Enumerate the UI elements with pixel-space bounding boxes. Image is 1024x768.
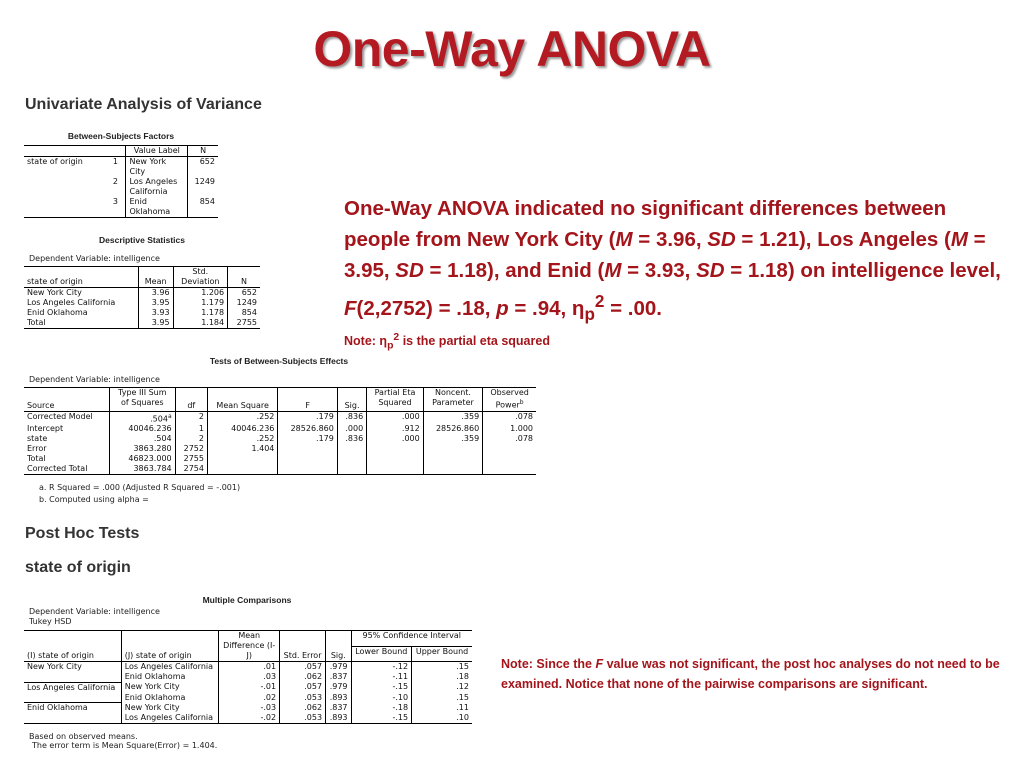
descriptives-dependent: Dependent Variable: intelligence: [29, 254, 160, 263]
table-row: Los Angeles California -.02 .053 .893 -.15 .10: [24, 713, 472, 724]
table-row: Intercept 40046.236 1 40046.236 28526.860 .000 .912 28526.860 1.000: [24, 424, 536, 434]
table-row: Los Angeles California New York City -.01 .057 .979 -.15 .12: [24, 682, 472, 693]
table-row: 3 Enid Oklahoma 854: [24, 197, 218, 218]
col-n: N: [188, 146, 218, 157]
multiple-dependent: Dependent Variable: intelligence: [29, 607, 160, 616]
state-heading: state of origin: [25, 559, 131, 576]
summary-text: One-Way ANOVA indicated no significant differences between people from New York City (M = 3.96, SD = 1.21), Los Angeles (M = 3.95, SD = 1.18), and Enid (M = 3.93, SD = 1.18) on intelligence level, F(2,2752) = .18, p = .94, $\eta_p^2 = .00$. Note: $\eta_p^2$ is the partial eta squared: [344, 193, 1014, 355]
multiple-method: Tukey HSD: [29, 617, 72, 626]
tests-footnote-a: a. R Squared = .000 (Adjusted R Squared = -.001): [39, 483, 241, 492]
col-value-label: Value Label: [126, 146, 188, 157]
between-factors-table: [24, 145, 218, 218]
table-row: 2 Los Angeles California 1249: [24, 177, 218, 197]
table-row: Corrected Total 3863.784 2754: [24, 464, 536, 475]
tests-caption: Tests of Between-Subjects Effects: [209, 356, 349, 366]
table-row: Enid Oklahoma New York City -.03 .062 .837 -.18 .11: [24, 703, 472, 714]
table-row: New York City Los Angeles California .01 .057 .979 -.12 .15: [24, 662, 472, 673]
descriptives-caption: Descriptive Statistics: [99, 235, 185, 245]
univariate-heading: Univariate Analysis of Variance: [25, 96, 262, 113]
table-row: Total 3.95 1.184 2755: [24, 318, 260, 329]
table-row: Enid Oklahoma .02 .053 .893 -.10 .15: [24, 693, 472, 703]
table-row: Enid Oklahoma .03 .062 .837 -.11 .18: [24, 672, 472, 682]
multiple-footnote-1: Based on observed means.: [29, 732, 138, 741]
table-row: New York City 3.96 1.206 652: [24, 288, 260, 299]
posthoc-note: Note: Since the F value was not significant, the post hoc analyses do not need to be examined. Notice that none of the pairwise comparisons are significant.: [501, 657, 1000, 691]
tests-dependent: Dependent Variable: intelligence: [29, 375, 160, 384]
table-row: Error 3863.280 2752 1.404: [24, 444, 536, 454]
posthoc-heading: Post Hoc Tests: [25, 525, 140, 542]
slide-title: One-Way ANOVA: [313, 21, 711, 77]
table-row: Corrected Model .504$^a$ 2 .252 .179 .836 .000 .359 .078: [24, 411, 536, 424]
descriptives-table: state of origin Mean Std. Deviation N New York City 3.96 1.206 652 Los Angeles California 3.95 1.179 1249 Enid Oklahoma 3.93 1.178 854 Total 3.95 1.184 2755: [24, 266, 260, 329]
tests-table: Source Type III Sum of Squares df Mean Square F Sig. Partial Eta Squared Noncent. Parameter Observed Power$^b$ Corrected Model .504$^a$ 2 .252 .179 .836 .000 .359 .078 Intercept 40046.236 1 40046.236 28526.860 .000 .912 28526.860 1.000 state .504 2 .252 .179 .836 .000 .359 .078 Error 3863.280 2752 1.404 Total 46823.000 2755 Corrected Total 3863.784 2754: [24, 387, 536, 475]
factor-name: state of origin: [24, 157, 110, 218]
multiple-footnote-2: The error term is Mean Square(Error) = 1.404.: [32, 741, 218, 750]
between-factors-caption: Between-Subjects Factors: [67, 131, 175, 141]
multiple-caption: Multiple Comparisons: [202, 595, 292, 605]
tests-footnote-b: b. Computed using alpha =: [39, 495, 149, 504]
table-row: Enid Oklahoma 3.93 1.178 854: [24, 308, 260, 318]
summary-note: Note: $\eta_p^2$ is the partial eta squared: [344, 331, 550, 352]
table-row: Total 46823.000 2755: [24, 454, 536, 464]
table-row: state of origin 1 New York City 652: [24, 157, 218, 178]
table-row: Los Angeles California 3.95 1.179 1249: [24, 298, 260, 308]
table-row: state .504 2 .252 .179 .836 .000 .359 .078: [24, 434, 536, 444]
multiple-table: (I) state of origin (J) state of origin Mean Difference (I- J) Std. Error Sig. 95% Confidence Interval Lower Bound Upper Bound New York City Los Angeles California .01 .057 .979 -.12 .15 Enid Oklahoma .03 .062 .837 -.11 .18 Los Angeles California New York City -.01 .057 .979 -.15 .12 Enid Oklahoma .02 .053 .893 -.10 .15 Enid Oklahoma New York City -.03 .062 .837 -.18 .11 Los Angeles California -.02 .053 .893 -.15 .10: [24, 630, 472, 724]
